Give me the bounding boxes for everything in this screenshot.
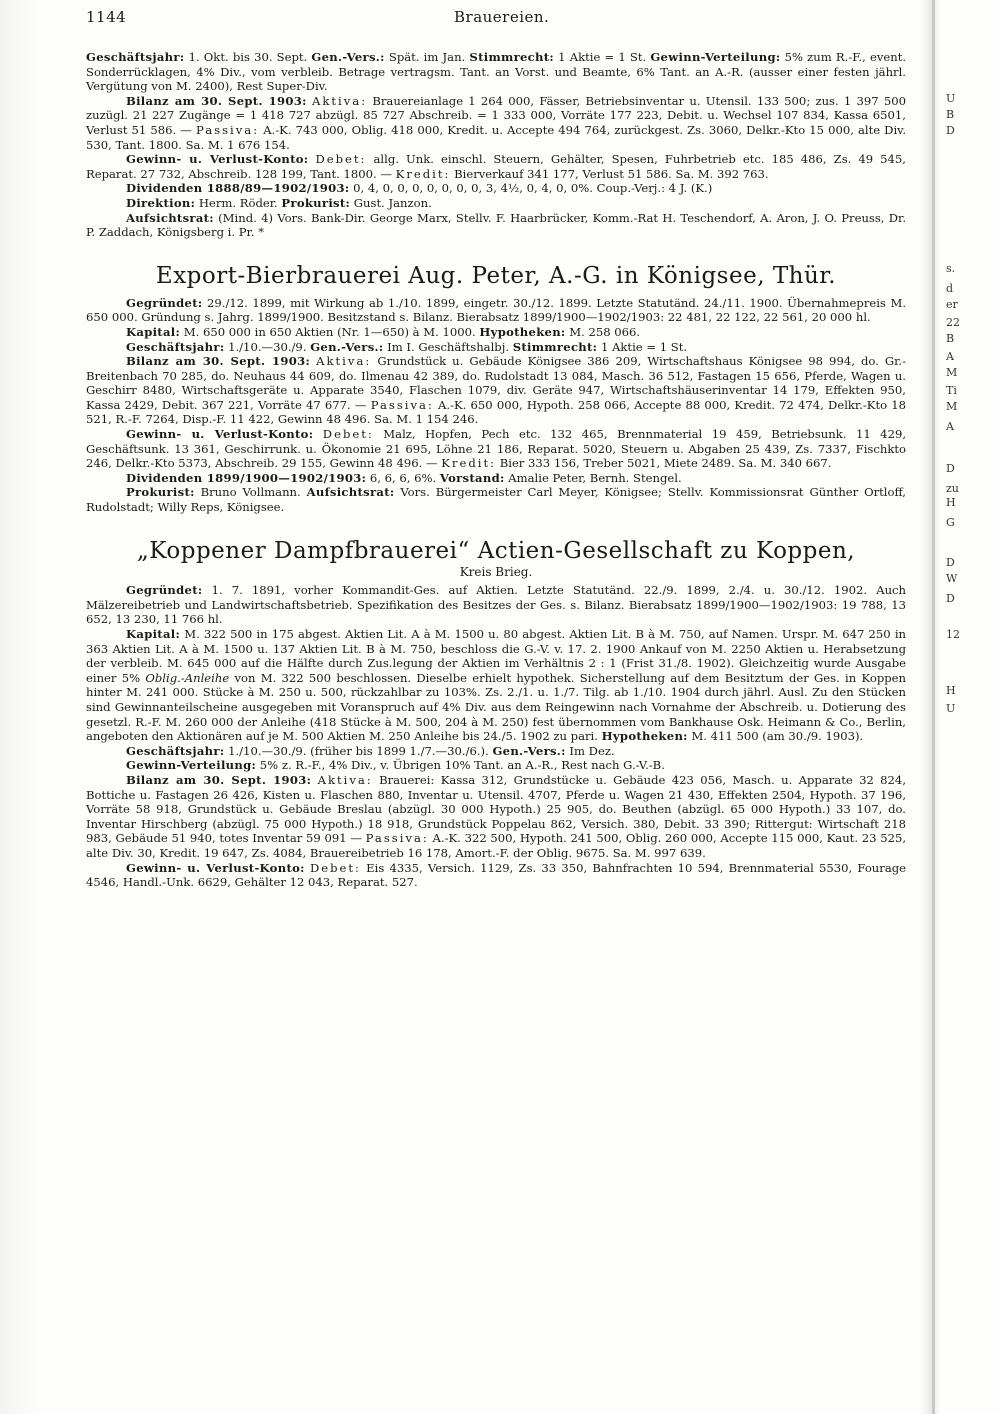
page-number: 1144 [86,8,127,26]
adjacent-page-fragments [946,0,1000,1414]
company3-capital: Kapital: M. 322 500 in 175 abgest. Aktien Lit. A à M. 1500 u. 80 abgest. Aktien Lit. B à M. 750, auf Namen. Urspr. M. 647 250 in 363 Aktien Lit. A à M. 1500 u. 137 Aktien Lit. B à M. 750, beschloss die G.-V. v. 17. 2. 1900 Ankauf von M. 2250 Aktien u. Herabsetzung der verbleib. M. 645 000 auf die Hälfte durch Zus.legung der Aktien im Verhältnis 2 : 1 (Frist 31./8. 1902). Gleichzeitig wurde Ausgabe einer 5% Oblig.-Anleihe von M. 322 500 beschlossen. Dieselbe erhielt hypothek. Sicherstellung auf dem Besitztum der Ges. in Koppen hinter M. 241 000. Stücke à M. 250 u. 500, rückzahlbar zu 103%. Zs. 2./1. u. 1./7. Tilg. ab 1./10. 1904 durch jährl. Ausl. Zu den Stücken sind Gewinnanteilscheine ausgegeben mit Voranspruch auf 4% Div. aus dem Reingewinn nach Vornahme der Abschreib. u. Dotierung des gesetzl. R.-F. M. 260 000 der Anleihe (418 Stücke à M. 500, 204 à M. 250) fest übernommen vom Bankhause Osk. Heimann & Co., Berlin, angeboten den Aktionären auf je M. 500 Aktien M. 250 Anleihe bis 24./5. 1902 zu pari. Hypotheken: M. 411 500 (am 30./9. 1903). [86,627,906,744]
page-header [86,8,916,32]
company2-profit-loss: Gewinn- u. Verlust-Konto: Debet: Malz, Hopfen, Pech etc. 132 465, Brennmaterial 19 459, Betriebsunk. 11 429, Geschäftsunk. 13 361, Geschirrunk. u. Ökonomie 21 695, Löhne 21 186, Reparat. 5020, Steuern u. Abgaben 25 439, Zs. 7337, Fischkto 246, Delkr.-Kto 5373, Abschreib. 29 155, Gewinn 48 496. — Kredit: Bier 333 156, Treber 5021, Miete 2489. Sa. M. 340 667. [86,427,907,471]
margin-fragment: W [946,572,958,585]
margin-fragment: H [946,684,956,697]
block1-balance-sheet: Bilanz am 30. Sept. 1903: Aktiva: Brauereianlage 1 264 000, Fässer, Betriebsinventar u. Utensil. 133 500; zus. 1 397 500 zuzügl. 21 227 Zugänge = 1 418 727 abzügl. 85 727 Abschreib. = 1 333 000, Vorräte 177 223, Debit. u. Wechsel 107 834, Kassa 6501, Verlust 51 586. — Passiva: A.-K. 743 000, Oblig. 418 000, Kredit. u. Accepte 494 764, zurückgest. Zs. 3060, Delkr.-Kto 15 000, alte Div. 530, Tant. 1800. Sa. M. 1 676 154. [86,93,907,152]
margin-fragment: M [946,366,958,379]
company3-profit-loss: Gewinn- u. Verlust-Konto: Debet: Eis 4335, Versich. 1129, Zs. 33 350, Bahnfrachten 10 594, Brennmaterial 5530, Fourage 4546, Handl.-Unk. 6629, Gehälter 12 043, Reparat. 527. [86,860,907,890]
company2-founded: Gegründet: 29./12. 1899, mit Wirkung ab 1./10. 1899, eingetr. 30./12. 1899. Letzte Statutänd. 24./11. 1900. Übernahmepreis M. 650 000. Gründung s. Jahrg. 1899/1900. Besitzstand s. Bilanz. Bierabsatz 1899/1900—1902/1903: 22 481, 22 122, 22 561, 20 000 hl. [86,295,907,325]
company3-heading: „Koppener Dampfbrauerei“ Actien-Gesellschaft zu Koppen, [136,537,856,564]
margin-fragment: 12 [946,628,960,641]
company2-dividends: Dividenden 1899/1900—1902/1903: 6, 6, 6, 6%. Vorstand: Amalie Peter, Bernh. Stengel. [126,470,682,485]
margin-fragment: U [946,702,956,715]
margin-fragment: D [946,124,955,137]
margin-fragment: er [946,298,958,311]
margin-fragment: D [946,462,955,475]
company2-capital: Kapital: M. 650 000 in 650 Aktien (Nr. 1—650) à M. 1000. Hypotheken: M. 258 066. [126,324,641,339]
margin-fragment: B [946,332,955,345]
block1-management: Direktion: Herm. Röder. Prokurist: Gust. Janzon. [126,195,432,210]
margin-fragment: A [946,420,954,433]
margin-fragment: 22 [946,316,960,329]
company3-district: Kreis Brieg. [459,564,533,579]
margin-fragment: U [946,92,956,105]
company2-heading: Export-Bierbrauerei Aug. Peter, A.-G. in Königsee, Thür. [155,262,837,289]
page-body [86,50,906,890]
margin-fragment: d [946,282,954,295]
margin-fragment: H [946,496,956,509]
margin-fragment: D [946,556,955,569]
margin-fragment: B [946,108,955,121]
block1-fiscal-year: Geschäftsjahr: 1. Okt. bis 30. Sept. Gen.-Vers.: Spät. im Jan. Stimmrecht: 1 Aktie = 1 St. Gewinn-Verteilung: 5% zum R.-F., event. Sonderrücklagen, 4% Div., vom verbleib. Betrage vertragsm. Tant. an Vorst. und Beamte, 6% Tant. an A.-R. (ausser einer festen jährl. Vergütung von M. 2400), Rest Super-Div. [86,50,907,94]
page-gutter [932,0,935,1414]
margin-fragment: G [946,516,955,529]
company3-balance-sheet: Bilanz am 30. Sept. 1903: Aktiva: Brauerei: Kassa 312, Grundstücke u. Gebäude 423 056, Masch. u. Apparate 32 824, Bottiche u. Fastagen 26 426, Kisten u. Flaschen 880, Inventar u. Utensil. 4707, Pferde u. Wagen 21 430, Effekten 2504, Hypoth. 37 196, Vorräte 58 918, Grundstück u. Gebäude Breslau (abzügl. 30 000 Hypoth.) 25 905, do. Beuthen (abzügl. 65 000 Hypoth.) 33 107, do. Inventar Hirschberg (abzügl. 75 000 Hypoth.) 18 918, Grundstück Poppelau 862, Versich. 380, Debit. 33 390; Rittergut: Wirtschaft 218 983, Gebäude 51 940, totes Inventar 59 091 — Passiva: A.-K. 322 500, Hypoth. 241 500, Oblig. 260 000, Accepte 115 000, Kaut. 23 525, alte Div. 30, Kredit. 19 647, Zs. 4084, Brauereibetrieb 16 178, Amort.-F. der Oblig. 9675. Sa. M. 997 639. [86,772,907,860]
margin-fragment: zu [946,482,959,495]
block1-profit-loss: Gewinn- u. Verlust-Konto: Debet: allg. Unk. einschl. Steuern, Gehälter, Spesen, Fuhrbetrieb etc. 185 486, Zs. 49 545, Reparat. 27 732, Abschreib. 128 199, Tant. 1800. — Kredit: Bierverkauf 341 177, Verlust 51 586. Sa. M. 392 763. [86,152,906,181]
margin-fragment: M [946,400,958,413]
margin-fragment: A [946,350,954,363]
margin-fragment: D [946,592,955,605]
company3-founded: Gegründet: 1. 7. 1891, vorher Kommandit-Ges. auf Aktien. Letzte Statutänd. 22./9. 1899, 2./4. u. 30./12. 1902. Auch Mälzereibetrieb und Landwirtschaftsbetrieb. Spezifikation des Besitzes der Ges. s. Bilanz. Bierabsatz 1899/1900—1902/1903: 19 788, 13 652, 13 230, 11 766 hl. [86,583,906,627]
company2-fiscal-year: Geschäftsjahr: 1./10.—30./9. Gen.-Vers.: Im I. Geschäftshalbj. Stimmrecht: 1 Aktie = 1 St. [126,339,688,354]
section-title: Brauereien. [454,8,550,26]
company2-balance-sheet: Bilanz am 30. Sept. 1903: Aktiva: Grundstück u. Gebäude Königsee 386 209, Wirtschaftshaus Königsee 98 994, do. Gr.-Breitenbach 70 285, do. Neuhaus 44 609, do. Ilmenau 42 389, do. Rudolstadt 13 084, Masch. 36 512, Fastagen 15 656, Pferde, Wagen u. Geschirr 8480, Wirtschaftsgeräte u. Apparate 3540, Flaschen 1079, div. Geräte 947, Wirtschaftshäuserinventar 14 179, Effekten 950, Kassa 2429, Debit. 367 221, Vorräte 47 677. — Passiva: A.-K. 650 000, Hypoth. 258 066, Accepte 88 000, Kredit. 72 474, Delkr.-Kto 18 521, R.-F. 7264, Disp.-F. 11 422, Gewinn 48 496. Sa. M. 1 154 246. [86,354,907,427]
margin-fragment: s. [946,262,956,275]
company3-profit-distribution: Gewinn-Verteilung: 5% z. R.-F., 4% Div., v. Übrigen 10% Tant. an A.-R., Rest nach G.-V.-B. [126,758,665,773]
block1-dividends: Dividenden 1888/89—1902/1903: 0, 4, 0, 0, 0, 0, 0, 0, 0, 3, 4½, 0, 4, 0, 0%. Coup.-Verj.: 4 J. (K.) [126,181,713,196]
company2-officers: Prokurist: Bruno Vollmann. Aufsichtsrat: Vors. Bürgermeister Carl Meyer, Königsee; Stellv. Kommissionsrat Günther Ortloff, Rudolstadt; Willy Reps, Königsee. [86,485,906,515]
company3-fiscal-year: Geschäftsjahr: 1./10.—30./9. (früher bis 1899 1./7.—30./6.). Gen.-Vers.: Im Dez. [126,743,615,758]
margin-fragment: Ti [946,384,957,397]
block1-supervisory-board: Aufsichtsrat: (Mind. 4) Vors. Bank-Dir. George Marx, Stellv. F. Haarbrücker, Komm.-Rat H. Teschendorf, A. Aron, J. O. Preuss, Dr. P. Zaddach, Königsberg i. Pr. * [86,210,907,240]
